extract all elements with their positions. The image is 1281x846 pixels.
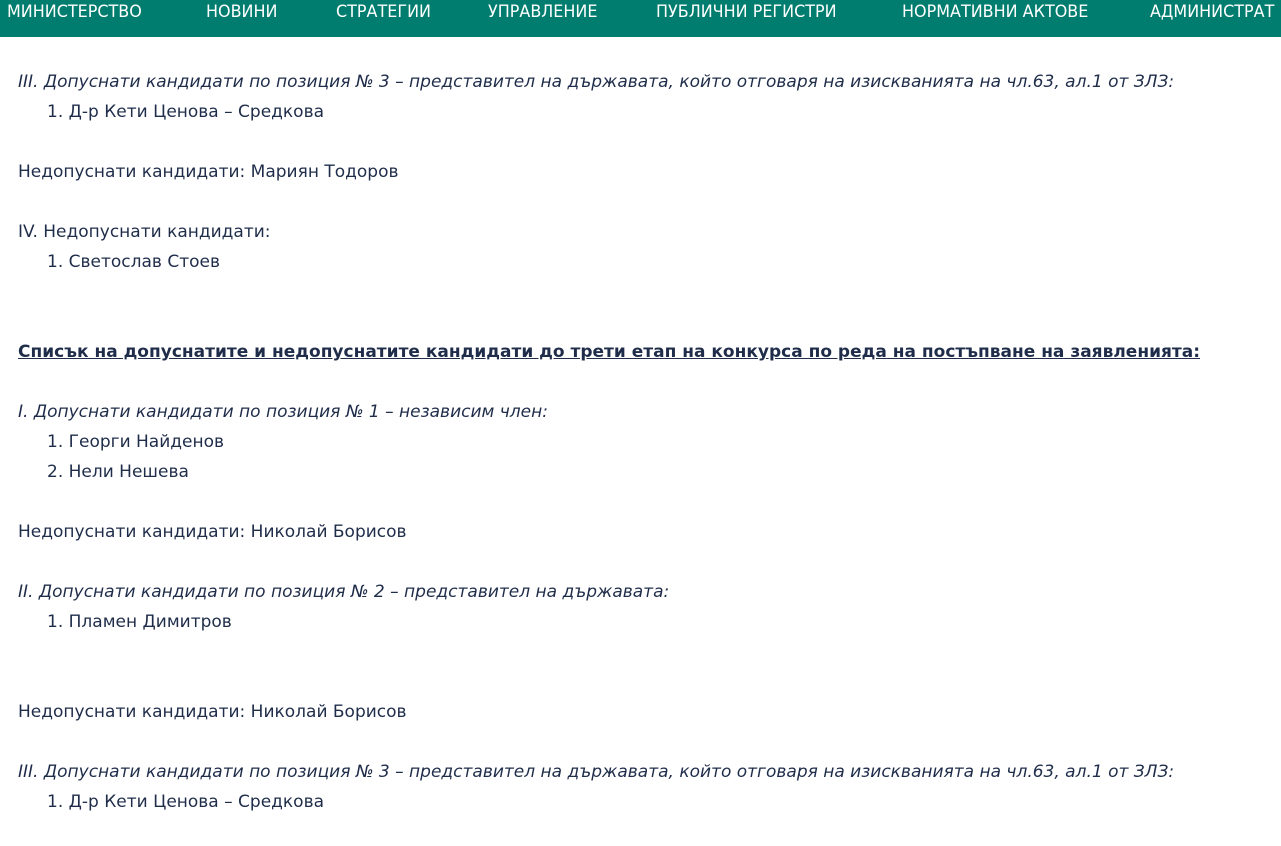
nav-public-registers[interactable]: ПУБЛИЧНИ РЕГИСТРИ (656, 2, 837, 22)
position-3-heading: III. Допуснати кандидати по позиция № 3 – представител на държавата, който отговаря на изискванията на чл.63, ал.1 от ЗЛЗ: (18, 72, 1175, 92)
candidate-item: 1. Светослав Стоев (47, 252, 220, 272)
candidate-item: 1. Д-р Кети Ценова – Средкова (47, 102, 325, 122)
candidate-list-title: Списък на допуснатите и недопуснатите кандидати до трети етап на конкурса по реда на постъпване на заявленията: (18, 342, 1201, 362)
rejected-candidates-line: Недопуснати кандидати: Николай Борисов (18, 522, 407, 542)
nav-normative-acts[interactable]: НОРМАТИВНИ АКТОВЕ (902, 2, 1089, 22)
nav-management[interactable]: УПРАВЛЕНИЕ (488, 2, 598, 22)
nav-news[interactable]: НОВИНИ (206, 2, 278, 22)
main-navigation (0, 0, 1281, 37)
candidate-item: 1. Д-р Кети Ценова – Средкова (47, 792, 325, 812)
not-admitted-heading: IV. Недопуснати кандидати: (18, 222, 271, 242)
candidate-item: 1. Пламен Димитров (47, 612, 232, 632)
position-2-heading: II. Допуснати кандидати по позиция № 2 – представител на държавата: (18, 582, 670, 602)
rejected-candidates-line: Недопуснати кандидати: Николай Борисов (18, 702, 407, 722)
position-1-heading: I. Допуснати кандидати по позиция № 1 – независим член: (18, 402, 548, 422)
candidate-item: 1. Георги Найденов (47, 432, 225, 452)
nav-strategies[interactable]: СТРАТЕГИИ (336, 2, 431, 22)
nav-administration[interactable]: АДМИНИСТРАТ (1150, 2, 1275, 22)
candidate-item: 2. Нели Нешева (47, 462, 189, 482)
position-3-heading: III. Допуснати кандидати по позиция № 3 – представител на държавата, който отговаря на изискванията на чл.63, ал.1 от ЗЛЗ: (18, 762, 1175, 782)
nav-ministry[interactable]: МИНИСТЕРСТВО (7, 2, 142, 22)
rejected-candidates-line: Недопуснати кандидати: Мариян Тодоров (18, 162, 399, 182)
